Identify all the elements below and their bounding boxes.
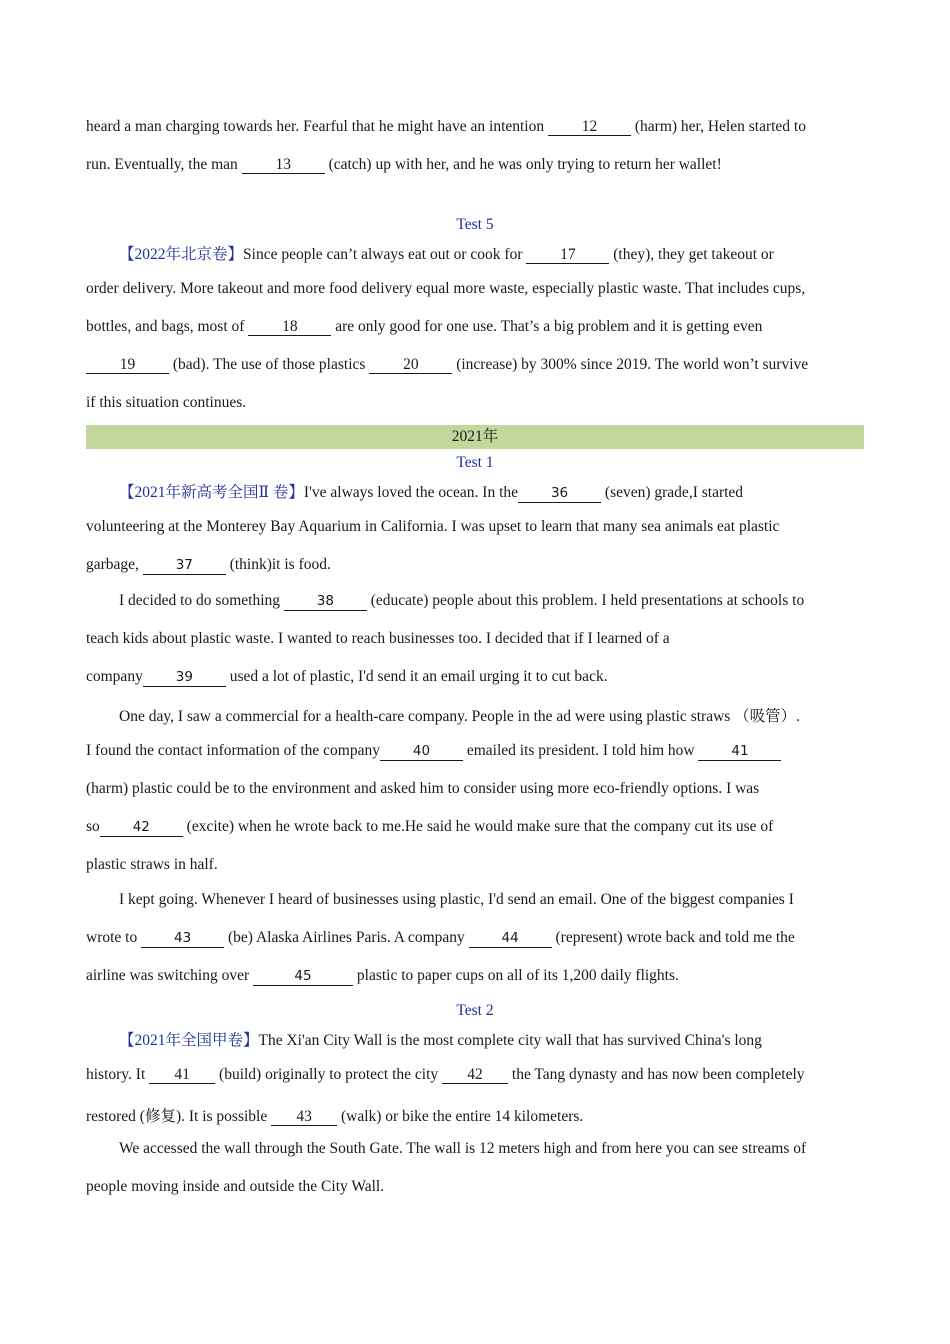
text: the Tang dynasty and has now been completely (508, 1066, 805, 1083)
blank-37[interactable]: 37 (143, 557, 226, 575)
text: (seven) grade,I started (601, 484, 744, 501)
passage-line (86, 668, 866, 687)
passage-line (119, 480, 866, 503)
text: wrote to (86, 929, 142, 946)
blank-42[interactable]: 42 (100, 819, 183, 837)
blank-19[interactable]: 19 (86, 356, 169, 374)
text: company (86, 668, 143, 685)
passage-line: teach kids about plastic waste. I wanted to reach businesses too. I decided that if I learned of a (86, 630, 670, 647)
passage-line: if this situation continues. (86, 394, 247, 411)
passage-line (86, 556, 866, 575)
blank-41[interactable]: 41 (149, 1066, 215, 1084)
text: (think)it is food. (225, 556, 331, 573)
passage-line (86, 156, 866, 174)
text: used a lot of plastic, I'd send it an email urging it to cut back. (225, 668, 608, 685)
text: (represent) wrote back and told me the (551, 929, 795, 946)
text: The Xi'an City Wall is the most complete city wall that has survived China's long (258, 1032, 762, 1049)
blank-17[interactable]: 17 (526, 246, 609, 264)
blank-42[interactable]: 42 (442, 1066, 508, 1084)
test5-title: Test 5 (456, 216, 494, 233)
passage-line (86, 967, 866, 986)
text: Since people can’t always eat out or cook for (243, 246, 527, 263)
passage-line: plastic straws in half. (86, 856, 218, 873)
text: garbage, (86, 556, 143, 573)
blank-38[interactable]: 38 (284, 593, 367, 611)
blank-36[interactable]: 36 (518, 485, 601, 503)
blank-43[interactable]: 43 (271, 1108, 337, 1126)
section-header-2021 (86, 425, 864, 449)
text: history. It (86, 1066, 150, 1083)
passage-line (86, 356, 866, 374)
passage-line (86, 118, 866, 136)
text: (increase) by 300% since 2019. The world won’t survive (452, 356, 809, 373)
text: restored (修复). It is possible (86, 1108, 272, 1125)
passage-line: volunteering at the Monterey Bay Aquarium in California. I was upset to learn that many sea animals eat plastic (86, 518, 780, 535)
passage-line (86, 1066, 866, 1084)
text: (build) originally to protect the city (215, 1066, 443, 1083)
blank-12[interactable]: 12 (548, 118, 631, 136)
text: I decided to do something (119, 592, 284, 609)
passage-line: We accessed the wall through the South Gate. The wall is 12 meters high and from here you can see streams of (119, 1140, 807, 1157)
text: (harm) her, Helen started to (631, 118, 806, 135)
passage-line: people moving inside and outside the City Wall. (86, 1178, 385, 1195)
text: emailed its president. I told him how (462, 742, 699, 759)
text: are only good for one use. That’s a big problem and it is getting even (331, 318, 763, 335)
passage-line: (harm) plastic could be to the environment and asked him to consider using more eco-friendly options. I was (86, 780, 760, 797)
text: bottles, and bags, most of (86, 318, 249, 335)
source-label: 【2021年全国甲卷】 (119, 1032, 259, 1049)
blank-41[interactable]: 41 (698, 743, 781, 761)
text: heard a man charging towards her. Fearful that he might have an intention (86, 118, 548, 135)
text: (educate) people about this problem. I held presentations at schools to (366, 592, 805, 609)
passage-line (86, 742, 866, 761)
text: (be) Alaska Airlines Paris. A company (224, 929, 469, 946)
blank-20[interactable]: 20 (369, 356, 452, 374)
blank-43[interactable]: 43 (141, 930, 224, 948)
passage-line (86, 318, 866, 336)
test1-title: Test 1 (456, 454, 494, 471)
text: airline was switching over (86, 967, 254, 984)
blank-40[interactable]: 40 (380, 743, 463, 761)
source-label: 【2022年北京卷】 (119, 246, 244, 263)
blank-45[interactable]: 45 (253, 968, 353, 986)
passage-line (119, 242, 866, 264)
test2-title: Test 2 (456, 1002, 494, 1019)
text: plastic to paper cups on all of its 1,200 daily flights. (353, 967, 679, 984)
passage-line (119, 592, 866, 611)
blank-18[interactable]: 18 (248, 318, 331, 336)
passage-line (119, 1028, 866, 1050)
passage-line: One day, I saw a commercial for a health-care company. People in the ad were using plastic straws （吸管）. (119, 708, 801, 725)
text: (they), they get takeout or (609, 246, 774, 263)
blank-13[interactable]: 13 (242, 156, 325, 174)
passage-line: I kept going. Whenever I heard of businesses using plastic, I'd send an email. One of the biggest companies I (119, 891, 794, 908)
text: (catch) up with her, and he was only trying to return her wallet! (324, 156, 722, 173)
blank-44[interactable]: 44 (469, 930, 552, 948)
text: (excite) when he wrote back to me.He said he would make sure that the company cut its use of (182, 818, 774, 835)
source-label: 【2021年新高考全国Ⅱ 卷】 (119, 484, 304, 501)
section-label: 2021年 (451, 428, 499, 445)
text: run. Eventually, the man (86, 156, 242, 173)
passage-line (86, 929, 866, 948)
passage-line (86, 818, 866, 837)
passage-line (86, 1104, 866, 1126)
text: (bad). The use of those plastics (169, 356, 370, 373)
text: I found the contact information of the company (86, 742, 380, 759)
text: (walk) or bike the entire 14 kilometers. (337, 1108, 584, 1125)
blank-39[interactable]: 39 (143, 669, 226, 687)
text: so (86, 818, 100, 835)
passage-line: order delivery. More takeout and more food delivery equal more waste, especially plastic waste. That includes cups, (86, 280, 806, 297)
text: I've always loved the ocean. In the (303, 484, 519, 501)
